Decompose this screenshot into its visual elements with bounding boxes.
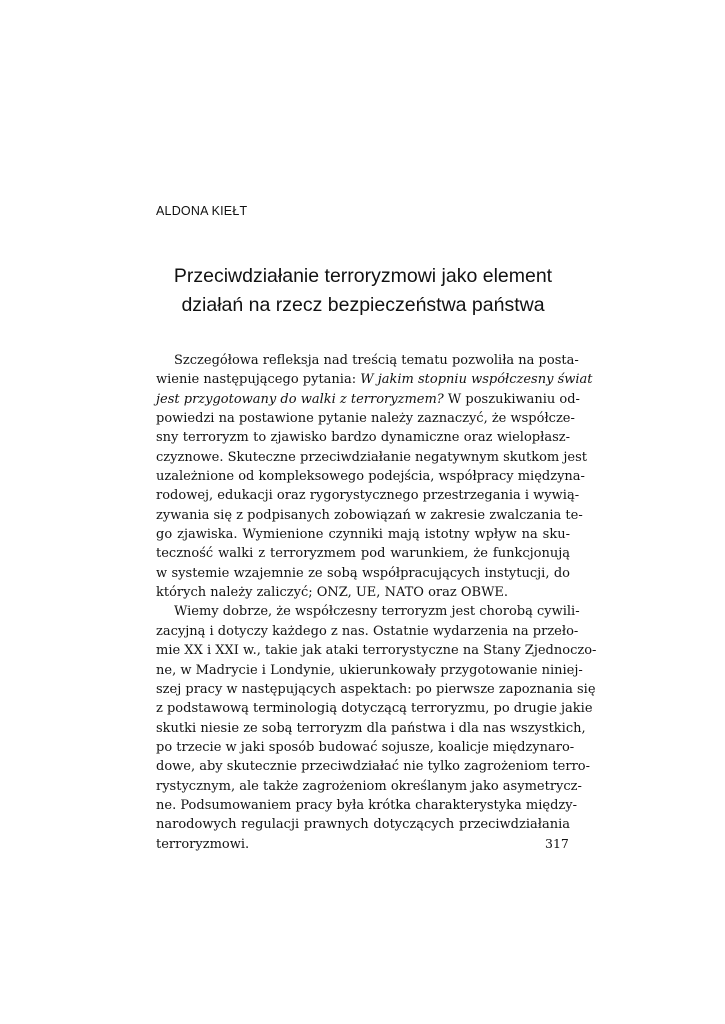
text-line: Szczegółowa refleksja nad treścią tematu pozwoliła na posta- [174,353,579,368]
text-line: powiedzi na postawione pytanie należy zaznaczyć, że współcze- [156,411,575,427]
text-line: których należy zaliczyć; ONZ, UE, NATO oraz OBWE. [156,585,509,601]
question-text: jest przygotowany do walki z terroryzmem? [156,391,444,407]
text-line: dowe, aby skutecznie przeciwdziałać nie tylko zagrożeniom terro- [156,759,591,775]
text-line: uzależnione od kompleksowego podejścia, współpracy międzyna- [156,469,585,485]
author-name: ALDONA KIEŁT [156,204,248,218]
text-line: po trzecie w jaki sposób budować sojusze, koalicje międzynaro- [156,739,575,755]
text-line: go zjawiska. Wymienione czynniki mają istotny wpływ na sku- [156,527,570,543]
page-number: 317 [545,836,569,851]
title-line: Przeciwdziałanie terroryzmowi jako element [173,265,553,287]
text-line: skutki niesie ze sobą terroryzm dla państwa i dla nas wszystkich, [156,720,586,736]
text-line: ne. Podsumowaniem pracy była krótka charakterystyka między- [156,797,577,813]
text-run: W poszukiwaniu od- [443,391,580,407]
question-text: W jakim stopniu współczesny świat [360,372,593,388]
text-line: teczność walki z terroryzmem pod warunkiem, że funkcjonują [156,546,570,562]
text-run: wienie następującego pytania: [156,372,361,388]
text-line: rodowej, edukacji oraz rygorystycznego przestrzegania i wywią- [156,488,580,504]
text-line: sny terroryzm to zjawisko bardzo dynamiczne oraz wielopłasz- [156,430,570,446]
text-line: zacyjną i dotyczy każdego z nas. Ostatnie wydarzenia na przeło- [156,623,579,639]
title-line: działań na rzecz bezpieczeństwa państwa [181,294,545,316]
text-line: z podstawową terminologią dotyczącą terroryzmu, po drugie jakie [156,701,593,717]
text-line: Wiemy dobrze, że współczesny terroryzm jest chorobą cywili- [174,604,580,620]
text-line: czyznowe. Skuteczne przeciwdziałanie negatywnym skutkom jest [156,449,587,465]
text-line: mie XX i XXI w., takie jak ataki terrorystyczne na Stany Zjednoczo- [156,643,597,659]
text-line: narodowych regulacji prawnych dotyczących przeciwdziałania [156,817,570,833]
text-line: w systemie wzajemnie ze sobą współpracujących instytucji, do [156,565,570,581]
text-line: terroryzmowi. [156,836,250,852]
article-title [156,262,570,320]
text-line: szej pracy w następujących aspektach: po pierwsze zapoznania się [156,681,596,697]
text-line: zywania się z podpisanych zobowiązań w zakresie zwalczania te- [156,507,583,523]
article-abstract [156,351,597,854]
text-line [156,390,580,409]
text-line: rystycznym, ale także zagrożeniom określanym jako asymetrycz- [156,778,582,794]
text-line: ne, w Madrycie i Londynie, ukierunkowały przygotowanie niniej- [156,662,583,678]
text-line [156,370,593,389]
